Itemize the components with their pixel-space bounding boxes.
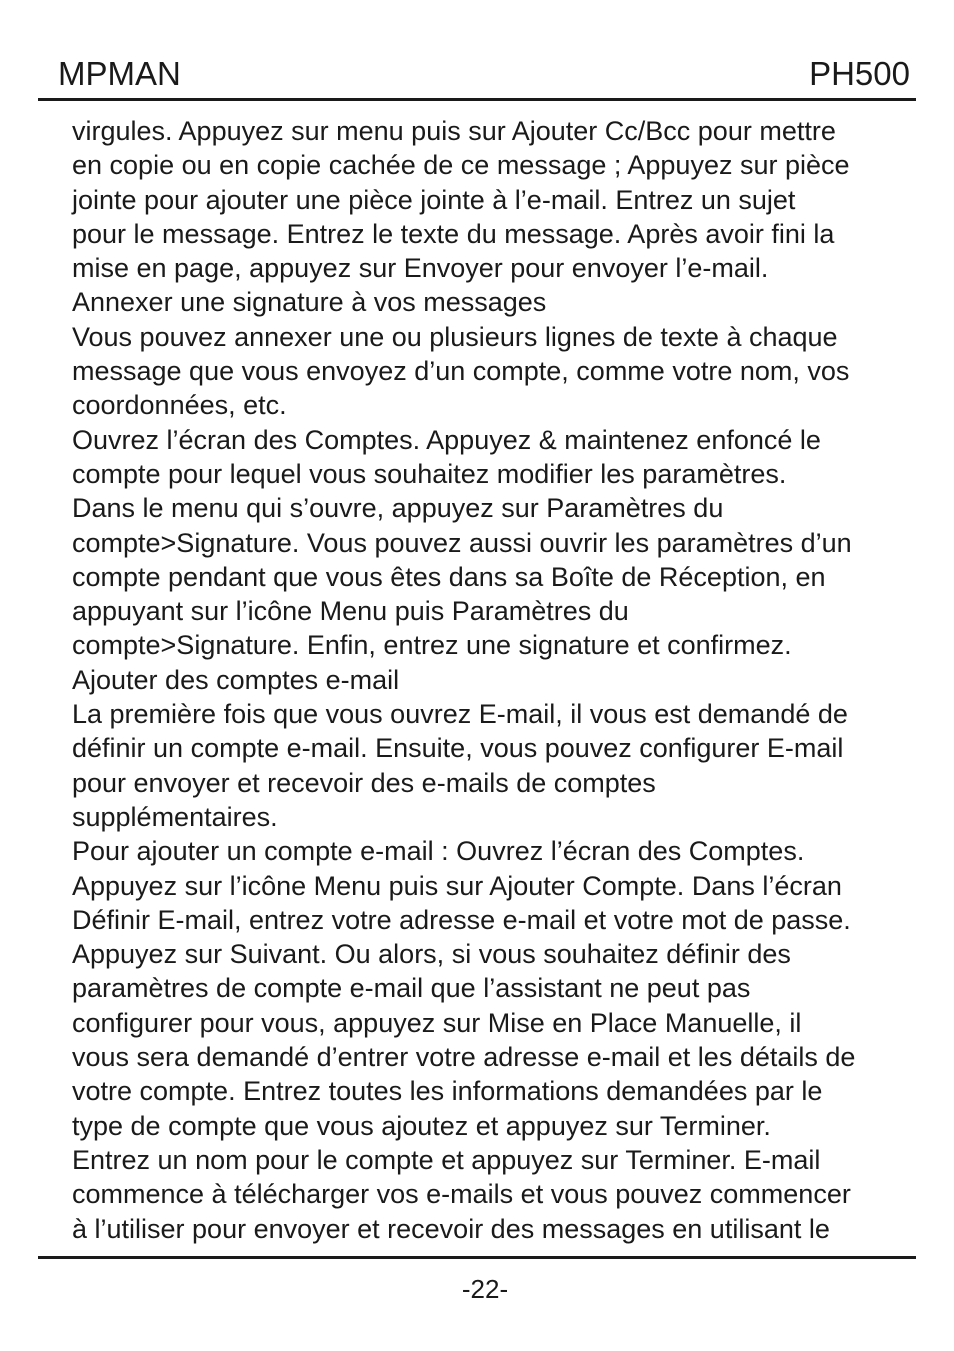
brand-name: MPMAN (58, 55, 181, 92)
text-line: vous sera demandé d’entrer votre adresse e-mail et les détails de (72, 1042, 856, 1073)
text-line: Annexer une signature à vos messages (72, 287, 547, 318)
text-line: Dans le menu qui s’ouvre, appuyez sur Paramètres du (72, 493, 724, 524)
text-line: Ouvrez l’écran des Comptes. Appuyez & maintenez enfoncé le (72, 424, 821, 455)
model-name: PH500 (809, 55, 910, 92)
text-line: Définir E-mail, entrez votre adresse e-mail et votre mot de passe. (72, 904, 851, 935)
text-line: virgules. Appuyez sur menu puis sur Ajouter Cc/Bcc pour mettre (72, 116, 836, 146)
text-line: Appuyez sur Suivant. Ou alors, si vous souhaitez définir des (72, 939, 791, 970)
text-line: pour le message. Entrez le texte du message. Après avoir fini la (72, 218, 835, 249)
text-line: votre compte. Entrez toutes les informations demandées par le (72, 1076, 823, 1107)
text-line: mise en page, appuyez sur Envoyer pour envoyer l’e-mail. (72, 253, 769, 284)
text-line: supplémentaires. (72, 801, 278, 832)
text-line: pour envoyer et recevoir des e-mails de comptes (72, 767, 656, 798)
text-line: compte>Signature. Vous pouvez aussi ouvrir les paramètres d’un (72, 527, 852, 558)
body-text (72, 114, 902, 1246)
text-line: type de compte que vous ajoutez et appuyez sur Terminer. (72, 1110, 771, 1141)
text-line: à l’utiliser pour envoyer et recevoir des messages en utilisant le (72, 1213, 830, 1244)
text-line: Appuyez sur l’icône Menu puis sur Ajouter Compte. Dans l’écran (72, 870, 842, 901)
text-line: commence à télécharger vos e-mails et vous pouvez commencer (72, 1179, 851, 1210)
text-line: jointe pour ajouter une pièce jointe à l’e-mail. Entrez un sujet (72, 184, 796, 215)
text-line: Ajouter des comptes e-mail (72, 664, 400, 695)
text-line: configurer pour vous, appuyez sur Mise en Place Manuelle, il (72, 1007, 802, 1038)
text-line: message que vous envoyez d’un compte, comme votre nom, vos (72, 356, 850, 387)
text-line: en copie ou en copie cachée de ce message ; Appuyez sur pièce (72, 150, 850, 181)
text-line: compte pour lequel vous souhaitez modifier les paramètres. (72, 458, 787, 489)
text-line: définir un compte e-mail. Ensuite, vous pouvez configurer E-mail (72, 733, 844, 764)
text-line: Pour ajouter un compte e-mail : Ouvrez l’écran des Comptes. (72, 836, 805, 867)
text-line: appuyant sur l’icône Menu puis Paramètres du (72, 596, 629, 627)
header-divider (38, 98, 916, 101)
page-number: -22- (461, 1274, 509, 1304)
text-line: Vous pouvez annexer une ou plusieurs lignes de texte à chaque (72, 321, 838, 352)
footer-divider (38, 1256, 916, 1259)
text-line: paramètres de compte e-mail que l’assistant ne peut pas (72, 973, 751, 1004)
page-header (38, 52, 916, 96)
text-line: coordonnées, etc. (72, 390, 287, 421)
text-line: compte pendant que vous êtes dans sa Boîte de Réception, en (72, 561, 826, 592)
text-line: compte>Signature. Enfin, entrez une signature et confirmez. (72, 630, 792, 661)
text-line: La première fois que vous ouvrez E-mail, il vous est demandé de (72, 699, 848, 730)
text-line: Entrez un nom pour le compte et appuyez sur Terminer. E-mail (72, 1144, 821, 1175)
